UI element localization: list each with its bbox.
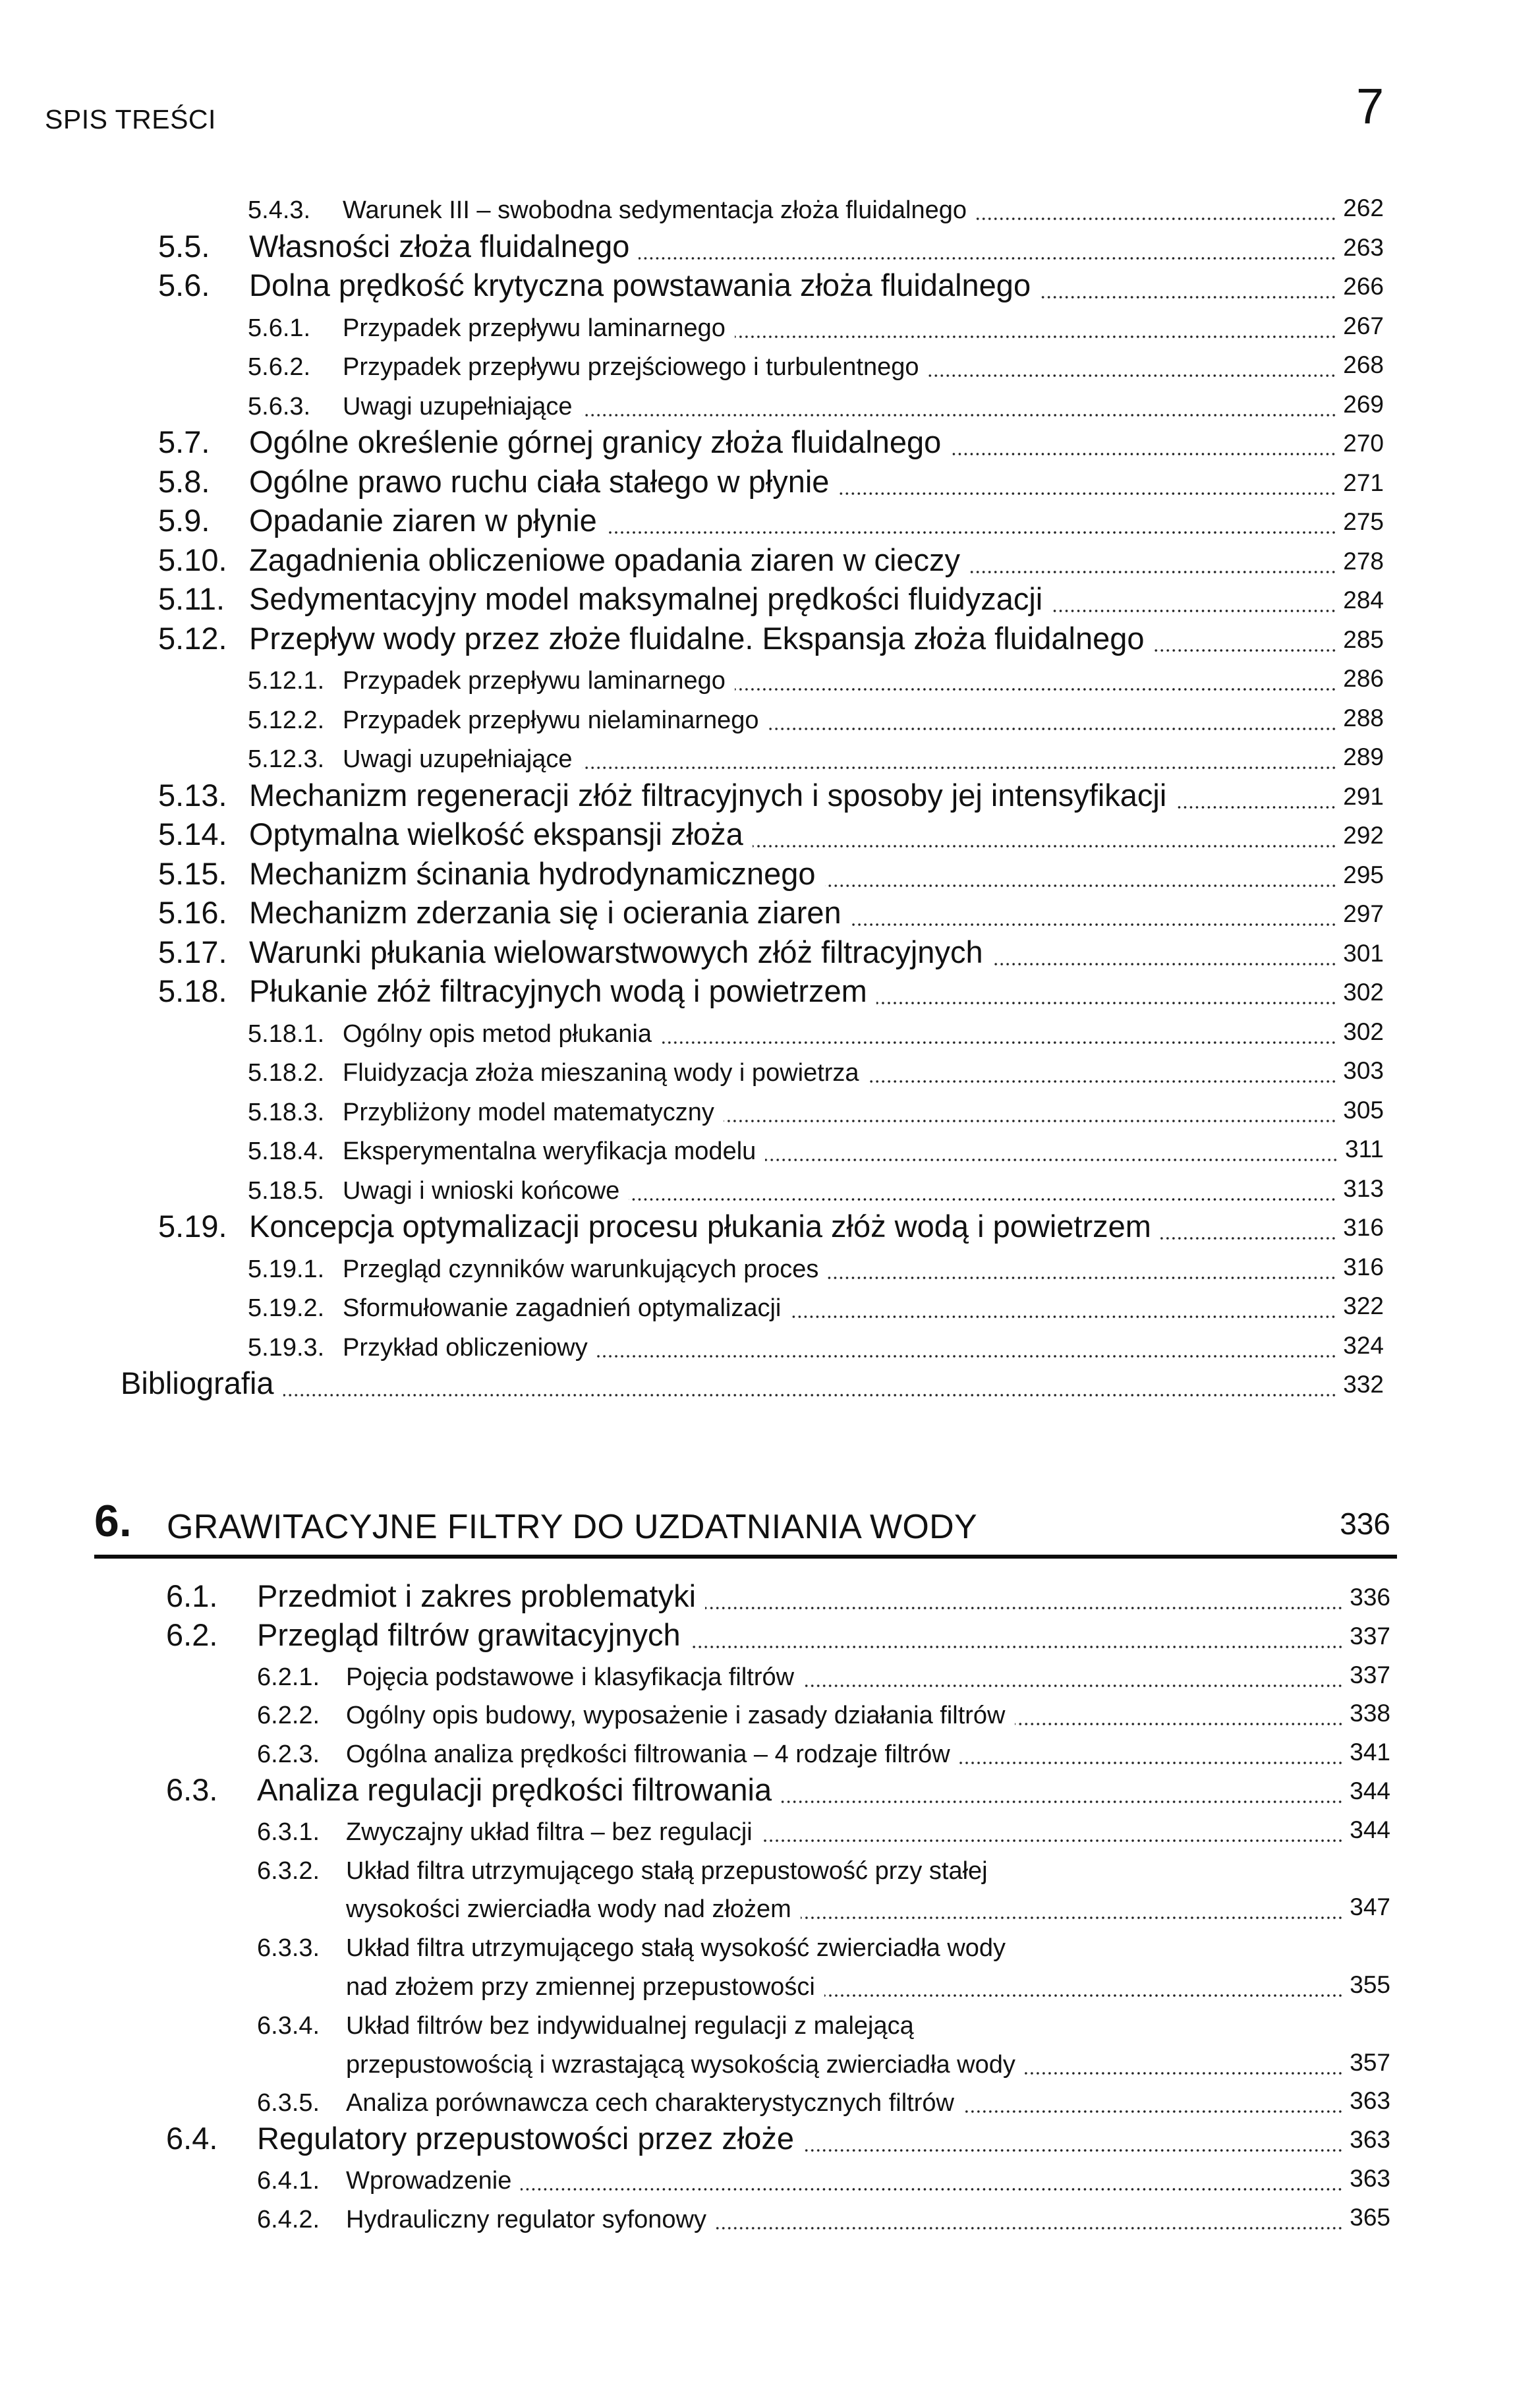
- toc-entry[interactable]: [121, 304, 1384, 343]
- dot-leader: [768, 727, 1337, 731]
- entry-page: 302: [1343, 979, 1384, 1006]
- entry-number: 5.19.3.: [248, 1333, 325, 1362]
- toc-entry[interactable]: [121, 2156, 1390, 2195]
- entry-page: 357: [1350, 2048, 1390, 2076]
- toc-entry[interactable]: [121, 539, 1384, 578]
- entry-page: 284: [1343, 587, 1384, 614]
- toc-entry[interactable]: [121, 1166, 1384, 1205]
- dot-leader: [1015, 1722, 1344, 1726]
- entry-page: 297: [1343, 900, 1384, 927]
- entry-title: Eksperymentalna weryfikacja modelu: [343, 1137, 762, 1166]
- entry-title: Przypadek przepływu laminarnego: [343, 314, 732, 343]
- toc-entry[interactable]: [121, 1808, 1390, 1847]
- entry-title: Przegląd filtrów grawitacyjnych: [257, 1617, 687, 1653]
- entry-number: 6.3.5.: [257, 2089, 320, 2117]
- entry-number: 5.14.: [158, 817, 227, 851]
- chapter-number: 6.: [94, 1496, 132, 1546]
- entry-page: 270: [1343, 430, 1384, 457]
- entry-page: 263: [1343, 233, 1384, 261]
- dot-leader: [753, 844, 1337, 848]
- entry-title: Przypadek przepływu przejściowego i turbulentnego: [343, 353, 925, 382]
- dot-leader: [869, 1079, 1337, 1083]
- toc-entry[interactable]: [121, 225, 1384, 264]
- entry-title: Opadanie ziaren w płynie: [249, 502, 604, 538]
- entry-page: 322: [1343, 1292, 1384, 1319]
- toc-entry[interactable]: [121, 1924, 1390, 1963]
- entry-title: Regulatory przepustowości przez złoże: [257, 2120, 801, 2156]
- entry-number: 5.6.1.: [248, 314, 311, 342]
- dot-leader: [838, 492, 1336, 496]
- entry-title: Zwyczajny układ filtra – bez regulacji: [346, 1818, 759, 1847]
- entry-page: 363: [1350, 2126, 1390, 2154]
- toc-entry[interactable]: [121, 618, 1384, 656]
- dot-leader: [803, 1684, 1343, 1688]
- dot-leader: [1040, 295, 1336, 299]
- dot-leader: [765, 1158, 1338, 1162]
- entry-page: 267: [1343, 312, 1384, 339]
- entry-page: 338: [1350, 1700, 1390, 1727]
- entry-number: 6.2.1.: [257, 1663, 320, 1691]
- entry-page: 316: [1343, 1214, 1384, 1241]
- entry-title: Przybliżony model matematyczny: [343, 1099, 721, 1127]
- dot-leader: [1154, 648, 1337, 652]
- entry-page: 266: [1343, 273, 1384, 300]
- chapter-page: 336: [1340, 1507, 1390, 1541]
- entry-title: Koncepcja optymalizacji procesu płukania złóż wodą i powietrzem: [249, 1208, 1158, 1244]
- entry-number: 5.6.3.: [248, 392, 311, 420]
- entry-number: 6.1.: [166, 1578, 218, 1613]
- toc-entry[interactable]: [121, 1205, 1384, 1244]
- entry-number: 5.6.: [158, 268, 210, 302]
- dot-leader: [639, 256, 1336, 260]
- toc-entry[interactable]: [121, 1088, 1384, 1127]
- toc-entry[interactable]: [121, 1245, 1384, 1284]
- entry-title: Płukanie złóż filtracyjnych wodą i powietrzem: [249, 973, 874, 1009]
- dot-leader: [803, 2148, 1343, 2152]
- chapter-rule: [94, 1555, 1397, 1559]
- toc-entry[interactable]: [121, 578, 1384, 617]
- entry-title: Układ filtra utrzymującego stałą wysokość zwierciadła wody: [346, 1934, 1012, 1963]
- dot-leader: [851, 923, 1337, 927]
- entry-number: 5.7.: [158, 424, 210, 459]
- entry-title: Mechanizm regeneracji złóż filtracyjnych i sposoby jej intensyfikacji: [249, 777, 1173, 813]
- toc-entry[interactable]: [121, 1769, 1390, 1808]
- dot-leader: [661, 1041, 1336, 1045]
- toc-entry[interactable]: [121, 1885, 1390, 1924]
- toc-entry[interactable]: [121, 1323, 1384, 1362]
- toc-entry[interactable]: [121, 1691, 1390, 1730]
- dot-leader: [1052, 609, 1336, 613]
- dot-leader: [992, 962, 1337, 966]
- entry-number: 5.6.2.: [248, 353, 311, 381]
- entry-title: Przykład obliczeniowy: [343, 1334, 594, 1362]
- entry-title: Przegląd czynników warunkujących proces: [343, 1255, 825, 1284]
- running-header: SPIS TREŚCI: [45, 104, 216, 134]
- entry-number: 5.4.3.: [248, 196, 311, 224]
- entry-page: 344: [1350, 1777, 1390, 1804]
- dot-leader: [928, 374, 1336, 378]
- toc-entry[interactable]: [121, 1730, 1390, 1769]
- dot-leader: [959, 1761, 1344, 1765]
- entry-number: 5.15.: [158, 855, 227, 891]
- entry-page: 363: [1350, 2165, 1390, 2192]
- toc-entry[interactable]: [121, 1963, 1390, 2001]
- entry-page: 311: [1345, 1136, 1384, 1163]
- entry-page: 313: [1343, 1174, 1384, 1202]
- dot-leader: [963, 2110, 1343, 2114]
- toc-entry[interactable]: [121, 892, 1384, 931]
- toc-entry[interactable]: [121, 2195, 1390, 2234]
- dot-leader: [582, 413, 1337, 417]
- dot-leader: [629, 1197, 1336, 1201]
- entry-number: 5.18.1.: [248, 1020, 325, 1048]
- entry-page: 292: [1343, 822, 1384, 849]
- toc-entry[interactable]: [121, 2117, 1390, 2156]
- entry-page: 336: [1350, 1584, 1390, 1611]
- entry-page: 262: [1343, 194, 1384, 221]
- toc-entry[interactable]: [121, 500, 1384, 538]
- entry-number: 6.2.2.: [257, 1702, 320, 1730]
- entry-number: 6.3.4.: [257, 2011, 320, 2040]
- entry-number: 5.18.3.: [248, 1098, 325, 1126]
- toc-entry[interactable]: [121, 696, 1384, 735]
- entry-number: 6.2.3.: [257, 1741, 320, 1769]
- toc-entry[interactable]: [121, 1362, 1384, 1401]
- entry-title: Przypadek przepływu nielaminarnego: [343, 706, 766, 735]
- entry-title: Ogólny opis budowy, wyposażenie i zasady działania filtrów: [346, 1702, 1012, 1730]
- entry-title: Optymalna wielkość ekspansji złoża: [249, 816, 750, 852]
- toc-entry[interactable]: [121, 2001, 1390, 2040]
- dot-leader: [716, 2226, 1343, 2230]
- entry-title: Ogólne prawo ruchu ciała stałego w płynie: [249, 463, 836, 500]
- entry-title: Mechanizm ścinania hydrodynamicznego: [249, 855, 822, 892]
- entry-title: Ogólna analiza prędkości filtrowania – 4 rodzaje filtrów: [346, 1741, 957, 1769]
- entry-page: 337: [1350, 1622, 1390, 1650]
- entry-page: 332: [1343, 1371, 1384, 1398]
- entry-title: Ogólne określenie górnej granicy złoża fluidalnego: [249, 424, 948, 460]
- toc-entry[interactable]: [121, 735, 1384, 774]
- toc-entry[interactable]: [121, 186, 1384, 225]
- dot-leader: [969, 570, 1336, 574]
- entry-number: 5.19.: [158, 1209, 227, 1244]
- entry-page: 347: [1350, 1893, 1390, 1921]
- toc-entry[interactable]: [121, 1049, 1384, 1087]
- toc-entry[interactable]: [121, 1284, 1384, 1323]
- dot-leader: [976, 217, 1336, 221]
- entry-number: 5.8.: [158, 463, 210, 499]
- entry-number: 6.3.1.: [257, 1818, 320, 1846]
- entry-page: 295: [1343, 861, 1384, 888]
- entry-number: 5.17.: [158, 934, 227, 969]
- entry-number: 5.9.: [158, 503, 210, 538]
- toc-entry[interactable]: [121, 656, 1384, 695]
- entry-page: 305: [1343, 1096, 1384, 1124]
- entry-title: przepustowością i wzrastającą wysokością zwierciadła wody: [346, 2051, 1022, 2079]
- toc-entry[interactable]: [121, 970, 1384, 1009]
- dot-leader: [950, 452, 1336, 456]
- entry-number: 5.19.1.: [248, 1255, 325, 1283]
- entry-page: 302: [1343, 1018, 1384, 1045]
- toc-entry[interactable]: [121, 853, 1384, 892]
- entry-number: 6.3.: [166, 1772, 218, 1807]
- entry-number: 5.12.: [158, 620, 227, 656]
- toc-entry[interactable]: [121, 2079, 1390, 2117]
- entry-title: Sedymentacyjny model maksymalnej prędkości fluidyzacji: [249, 581, 1049, 617]
- dot-leader: [762, 1839, 1344, 1843]
- entry-number: 5.18.5.: [248, 1176, 325, 1205]
- entry-number: 6.4.2.: [257, 2205, 320, 2233]
- toc-entry[interactable]: [121, 382, 1384, 421]
- entry-page: 365: [1350, 2203, 1390, 2231]
- entry-page: 337: [1350, 1661, 1390, 1688]
- entry-title: Układ filtrów bez indywidualnej regulacji z malejącą: [346, 2012, 921, 2040]
- entry-page: 288: [1343, 704, 1384, 732]
- entry-page: 363: [1350, 2087, 1390, 2115]
- entry-page: 289: [1343, 743, 1384, 770]
- dot-leader: [825, 884, 1337, 888]
- entry-page: 278: [1343, 547, 1384, 575]
- page-number: 7: [1356, 78, 1384, 134]
- dot-leader: [876, 1001, 1336, 1005]
- dot-leader: [521, 2187, 1343, 2191]
- entry-number: 5.18.: [158, 973, 227, 1008]
- entry-number: 5.12.1.: [248, 667, 325, 695]
- toc-entry[interactable]: [121, 774, 1384, 813]
- entry-title: Układ filtra utrzymującego stałą przepustowość przy stałej: [346, 1857, 994, 1885]
- entry-title: Przepływ wody przez złoże fluidalne. Ekspansja złoża fluidalnego: [249, 620, 1151, 656]
- chapter-title: GRAWITACYJNE FILTRY DO UZDATNIANIA WODY: [167, 1508, 977, 1546]
- toc-entry[interactable]: [121, 2040, 1390, 2079]
- dot-leader: [283, 1393, 1337, 1397]
- dot-leader: [790, 1315, 1336, 1319]
- toc-entry[interactable]: [121, 1575, 1390, 1614]
- entry-title: wysokości zwierciadła wody nad złożem: [346, 1895, 798, 1924]
- entry-title: nad złożem przy zmiennej przepustowości: [346, 1973, 822, 2001]
- entry-page: 316: [1343, 1253, 1384, 1281]
- toc-entry[interactable]: [121, 813, 1384, 852]
- entry-title: Wprowadzenie: [346, 2167, 518, 2195]
- entry-title: Przedmiot i zakres problematyki: [257, 1578, 702, 1614]
- dot-leader: [582, 766, 1337, 770]
- entry-number: 5.10.: [158, 542, 227, 577]
- entry-number: 5.16.: [158, 895, 227, 930]
- entry-page: 271: [1343, 469, 1384, 496]
- entry-title: Sformułowanie zagadnień optymalizacji: [343, 1294, 787, 1323]
- entry-title: Uwagi uzupełniające: [343, 393, 579, 421]
- toc-entry[interactable]: [121, 461, 1384, 500]
- dot-leader: [724, 1119, 1336, 1123]
- toc-entry[interactable]: [121, 931, 1384, 970]
- toc-entry[interactable]: [121, 1010, 1384, 1049]
- dot-leader: [606, 531, 1337, 534]
- entry-number: 5.12.2.: [248, 706, 325, 734]
- dot-leader: [735, 687, 1336, 691]
- entry-title: Zagadnienia obliczeniowe opadania ziaren w cieczy: [249, 542, 967, 578]
- entry-number: 5.12.3.: [248, 745, 325, 773]
- entry-number: 5.5.: [158, 228, 210, 264]
- toc-entry[interactable]: [121, 1653, 1390, 1692]
- dot-leader: [1176, 805, 1336, 809]
- toc-entry[interactable]: [121, 264, 1384, 303]
- entry-page: 291: [1343, 782, 1384, 810]
- dot-leader: [801, 1916, 1343, 1920]
- entry-title: Uwagi i wnioski końcowe: [343, 1177, 626, 1205]
- entry-number: 6.3.2.: [257, 1857, 320, 1885]
- entry-title: Analiza regulacji prędkości filtrowania: [257, 1771, 778, 1808]
- dot-leader: [1025, 2071, 1343, 2075]
- entry-title: Warunek III – swobodna sedymentacja złoża fluidalnego: [343, 196, 973, 225]
- entry-number: 6.2.: [166, 1617, 218, 1652]
- entry-number: 6.3.3.: [257, 1934, 320, 1963]
- dot-leader: [1160, 1236, 1336, 1240]
- toc-entry[interactable]: [121, 421, 1384, 460]
- entry-title: Warunki płukania wielowarstwowych złóż filtracyjnych: [249, 934, 990, 970]
- entry-page: 286: [1343, 665, 1384, 692]
- toc-entry[interactable]: [121, 343, 1384, 382]
- entry-page: 303: [1343, 1057, 1384, 1084]
- entry-title: Pojęcia podstawowe i klasyfikacja filtrów: [346, 1663, 801, 1692]
- entry-page: 275: [1343, 508, 1384, 535]
- entry-number: 5.11.: [158, 581, 225, 616]
- entry-page: 301: [1343, 939, 1384, 967]
- entry-page: 269: [1343, 390, 1384, 418]
- entry-title: Bibliografia: [121, 1365, 281, 1401]
- dot-leader: [781, 1800, 1343, 1804]
- entry-number: 5.18.2.: [248, 1059, 325, 1087]
- entry-title: Fluidyzacja złoża mieszaniną wody i powietrza: [343, 1059, 866, 1087]
- dot-leader: [690, 1645, 1344, 1649]
- entry-title: Przypadek przepływu laminarnego: [343, 667, 732, 695]
- entry-page: 285: [1343, 625, 1384, 653]
- toc-entry[interactable]: [121, 1847, 1390, 1885]
- entry-title: Dolna prędkość krytyczna powstawania złoża fluidalnego: [249, 267, 1037, 303]
- dot-leader: [735, 335, 1336, 339]
- entry-title: Hydrauliczny regulator syfonowy: [346, 2206, 713, 2234]
- toc-entry[interactable]: [121, 1127, 1384, 1166]
- entry-title: Własności złoża fluidalnego: [249, 228, 636, 264]
- entry-title: Mechanizm zderzania się i ocierania ziaren: [249, 894, 848, 931]
- entry-page: 268: [1343, 351, 1384, 378]
- dot-leader: [828, 1276, 1336, 1280]
- entry-number: 5.19.2.: [248, 1294, 325, 1322]
- dot-leader: [597, 1354, 1337, 1358]
- entry-title: Uwagi uzupełniające: [343, 745, 579, 774]
- entry-number: 6.4.1.: [257, 2167, 320, 2195]
- entry-number: 5.13.: [158, 777, 227, 813]
- entry-title: Ogólny opis metod płukania: [343, 1020, 658, 1049]
- entry-page: 341: [1350, 1739, 1390, 1766]
- entry-page: 344: [1350, 1816, 1390, 1843]
- entry-title: Analiza porównawcza cech charakterystycznych filtrów: [346, 2089, 961, 2117]
- toc-entry[interactable]: [121, 1614, 1390, 1653]
- dot-leader: [705, 1606, 1343, 1610]
- entry-page: 355: [1350, 1971, 1390, 1998]
- entry-page: 324: [1343, 1331, 1384, 1359]
- dot-leader: [824, 1994, 1344, 1998]
- entry-number: 5.18.4.: [248, 1137, 325, 1165]
- chapter-heading[interactable]: [94, 1496, 1397, 1559]
- entry-number: 6.4.: [166, 2121, 218, 2156]
